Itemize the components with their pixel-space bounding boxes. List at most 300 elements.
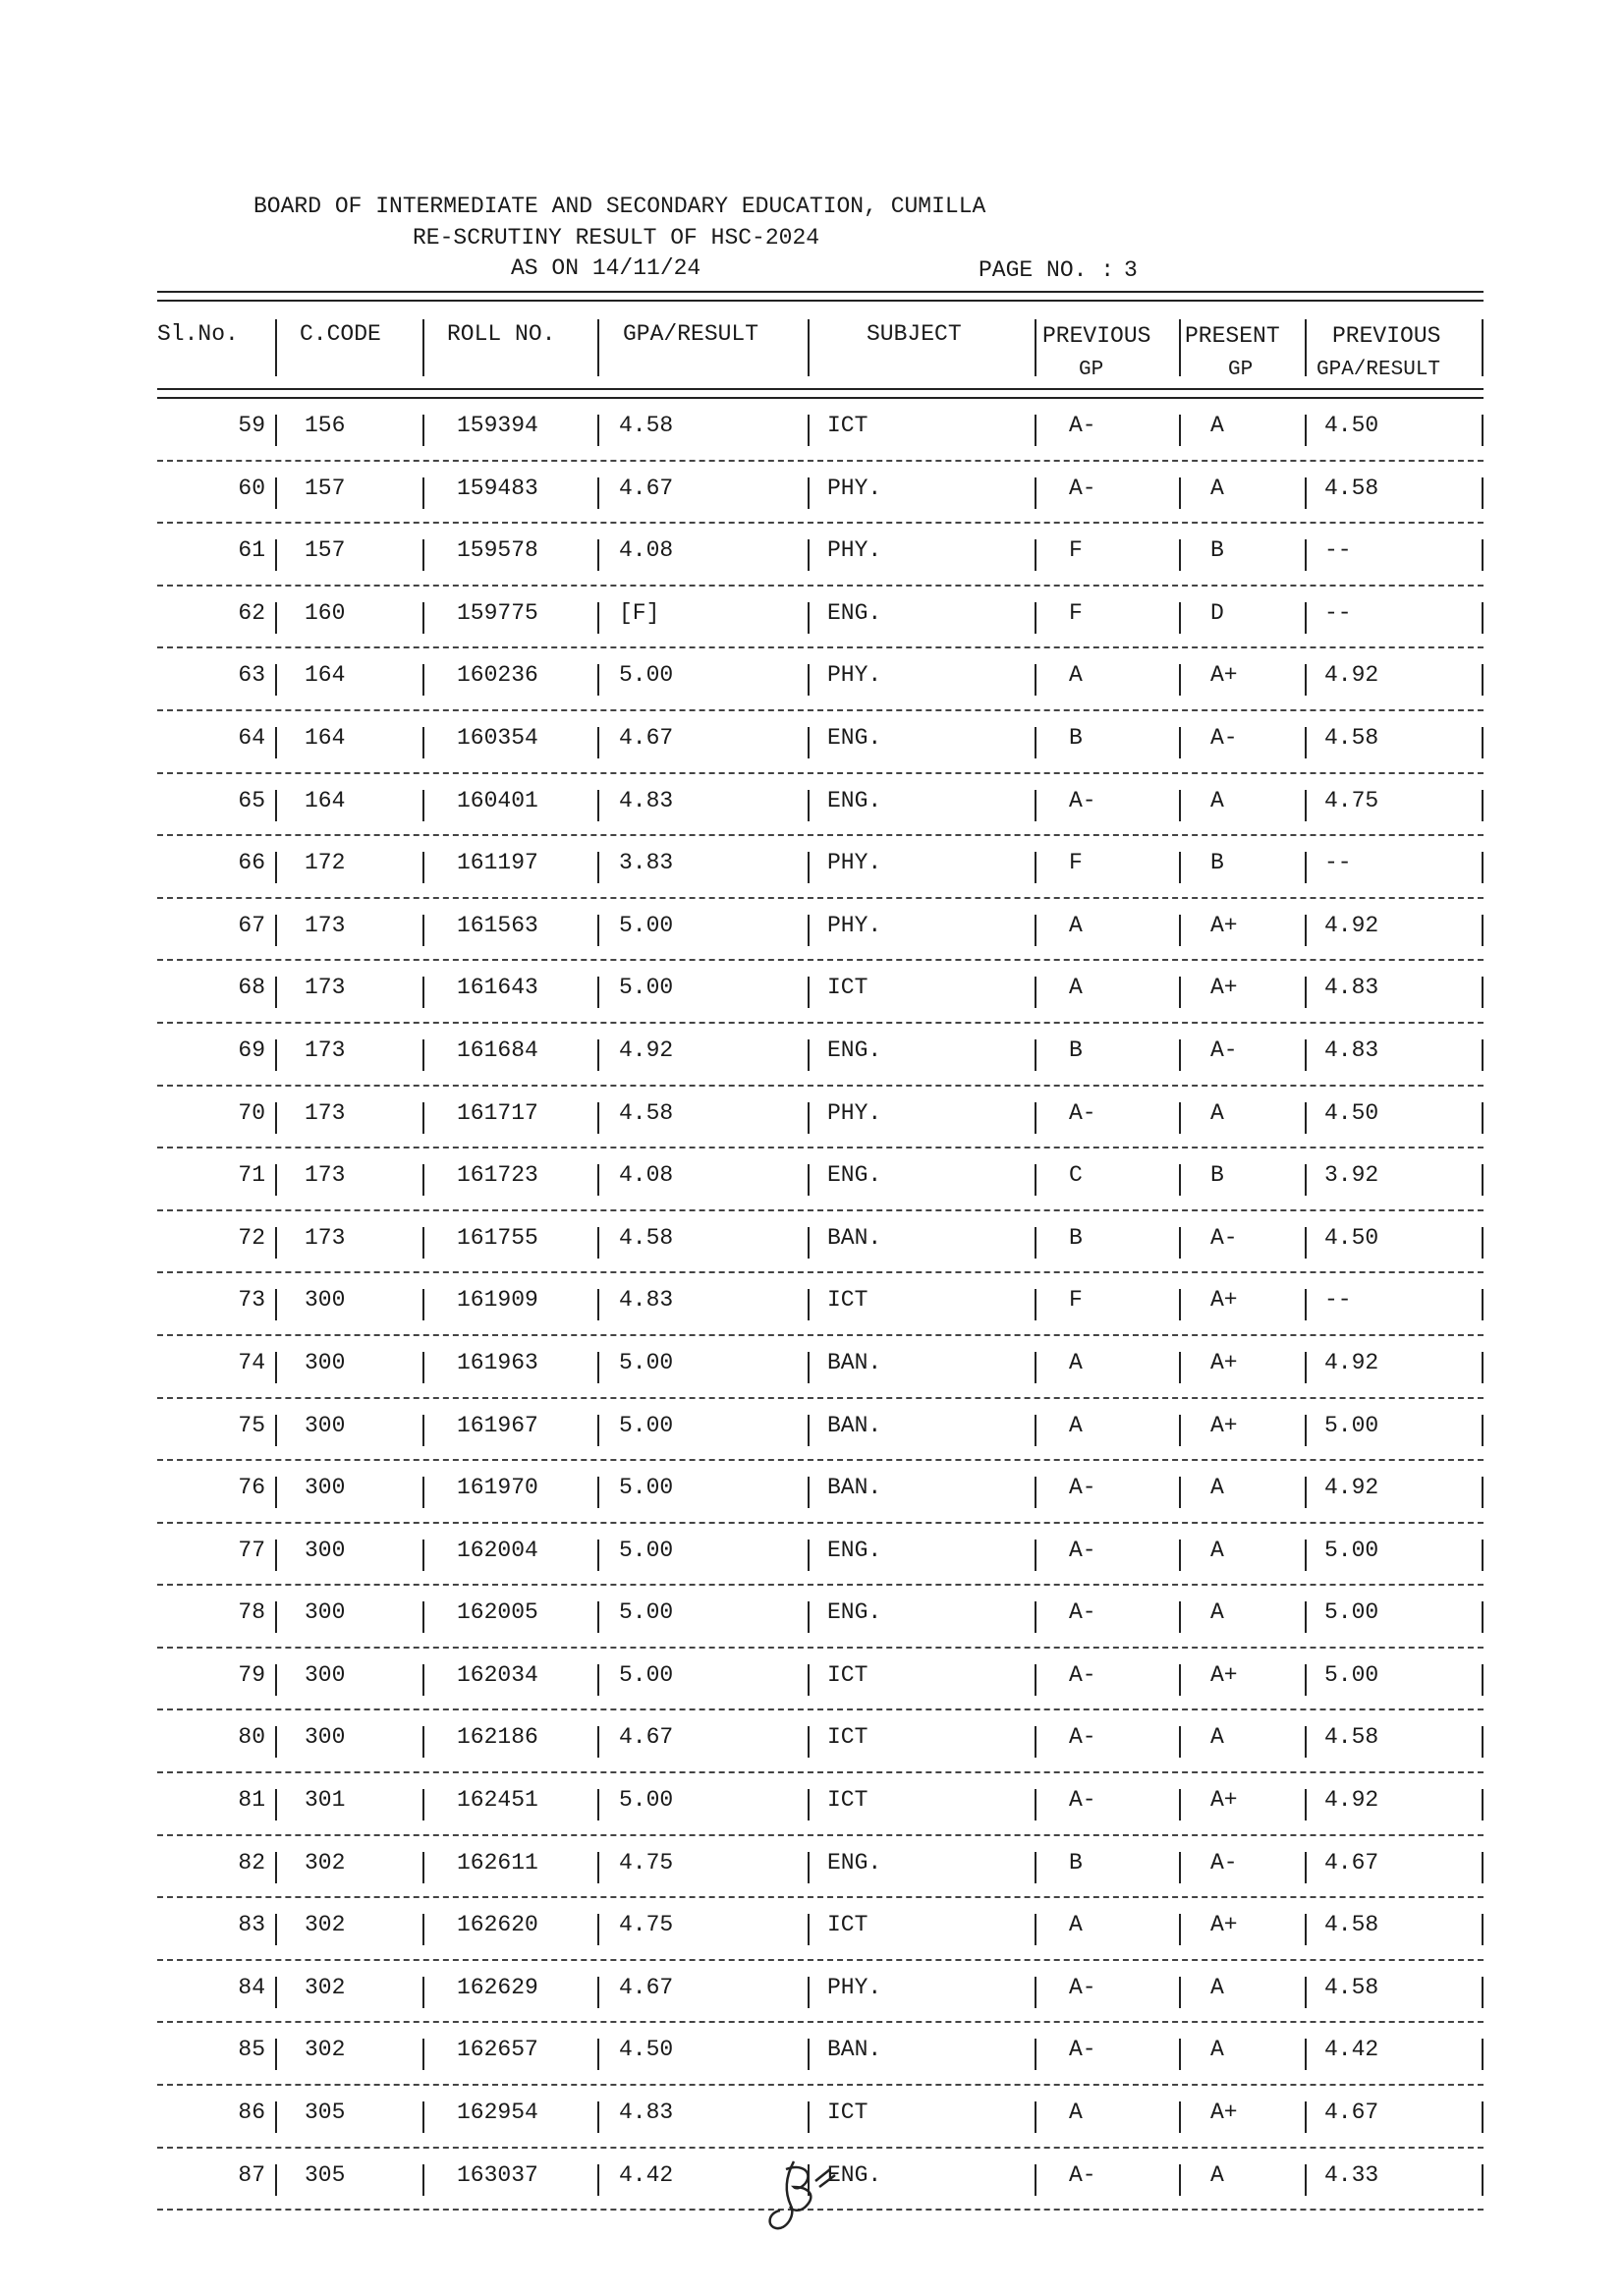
- cell-pres-gp: A+: [1210, 1912, 1238, 1938]
- table-row: [157, 1836, 1484, 1899]
- cell-sl: 76: [238, 1475, 265, 1501]
- column-divider: [1305, 602, 1307, 634]
- cell-prev-gpa: 4.58: [1324, 1724, 1379, 1751]
- cell-sl: 79: [238, 1661, 265, 1688]
- cell-prev-gpa: 3.92: [1324, 1162, 1379, 1189]
- column-divider: [275, 1789, 277, 1820]
- column-divider: [1305, 1540, 1307, 1571]
- cell-sl: 74: [238, 1349, 265, 1375]
- column-divider: [422, 1726, 424, 1758]
- cell-subject: BAN.: [827, 2037, 882, 2063]
- column-divider: [1035, 1601, 1036, 1633]
- cell-ccode: 302: [305, 1974, 346, 2000]
- column-divider: [1035, 2039, 1036, 2070]
- cell-sl: 59: [238, 413, 265, 438]
- column-divider: [597, 1540, 599, 1571]
- column-divider: [422, 1540, 424, 1571]
- cell-pres-gp: A+: [1210, 912, 1238, 938]
- column-divider: [1305, 915, 1307, 946]
- header-pres-gp: PRESENT: [1185, 323, 1280, 349]
- column-divider: [1179, 1726, 1181, 1758]
- cell-sl: 86: [238, 2100, 265, 2126]
- column-divider: [1179, 602, 1181, 634]
- column-divider: [422, 1352, 424, 1383]
- column-divider: [1305, 1227, 1307, 1259]
- cell-pres-gp: A: [1210, 475, 1224, 501]
- cell-prev-gp: B: [1069, 1224, 1083, 1251]
- column-divider: [1035, 1102, 1036, 1134]
- cell-pres-gp: A+: [1210, 975, 1238, 1001]
- cell-roll: 161967: [457, 1412, 538, 1438]
- table-row: [157, 1461, 1484, 1524]
- column-divider: [1179, 915, 1181, 946]
- table-row: [157, 1898, 1484, 1961]
- cell-roll: 161717: [457, 1099, 538, 1126]
- column-divider: [808, 1664, 810, 1696]
- column-divider: [1305, 477, 1307, 509]
- column-divider: [1305, 1477, 1307, 1508]
- cell-prev-gp: A-: [1069, 787, 1096, 813]
- header-prev-gpa: PREVIOUS: [1332, 323, 1441, 349]
- column-divider: [808, 1352, 810, 1383]
- cell-pres-gp: B: [1210, 1162, 1224, 1189]
- column-divider: [808, 1415, 810, 1446]
- column-divider: [1179, 727, 1181, 758]
- cell-subject: ICT: [827, 2100, 868, 2126]
- table-row: [157, 1087, 1484, 1149]
- cell-subject: BAN.: [827, 1412, 882, 1438]
- column-divider: [1035, 1289, 1036, 1320]
- column-divider: [808, 1102, 810, 1134]
- cell-prev-gpa: 4.50: [1324, 1224, 1379, 1251]
- cell-subject: ENG.: [827, 2161, 882, 2188]
- column-divider: [1305, 1789, 1307, 1820]
- column-divider: [275, 727, 277, 758]
- cell-subject: BAN.: [827, 1475, 882, 1501]
- column-divider: [1482, 2039, 1484, 2070]
- cell-subject: PHY.: [827, 1099, 882, 1126]
- column-divider: [1482, 477, 1484, 509]
- column-divider: [808, 915, 810, 946]
- column-divider: [422, 727, 424, 758]
- cell-gpa: 5.00: [619, 975, 674, 1001]
- page-number: 3: [1124, 257, 1138, 283]
- cell-ccode: 156: [305, 413, 346, 438]
- column-divider: [1035, 1477, 1036, 1508]
- cell-subject: PHY.: [827, 537, 882, 564]
- cell-sl: 70: [238, 1099, 265, 1126]
- column-divider: [275, 1227, 277, 1259]
- column-divider: [275, 2101, 277, 2133]
- cell-prev-gp: A-: [1069, 1537, 1096, 1563]
- cell-roll: 162451: [457, 1787, 538, 1814]
- column-divider: [1482, 727, 1484, 758]
- column-divider: [1179, 415, 1181, 446]
- cell-gpa: 4.58: [619, 413, 674, 438]
- cell-gpa: 4.92: [619, 1036, 674, 1063]
- cell-pres-gp: D: [1210, 599, 1224, 626]
- cell-gpa: 4.83: [619, 2100, 674, 2126]
- column-divider: [422, 1852, 424, 1883]
- cell-prev-gp: F: [1069, 599, 1083, 626]
- column-divider: [597, 477, 599, 509]
- cell-subject: ENG.: [827, 787, 882, 813]
- cell-prev-gp: F: [1069, 1287, 1083, 1314]
- cell-prev-gpa: 4.50: [1324, 1099, 1379, 1126]
- cell-pres-gp: A: [1210, 1724, 1224, 1751]
- column-divider: [1305, 415, 1307, 446]
- cell-prev-gpa: 4.58: [1324, 475, 1379, 501]
- column-divider: [422, 2164, 424, 2196]
- cell-prev-gpa: 4.83: [1324, 1036, 1379, 1063]
- cell-prev-gp: A-: [1069, 1724, 1096, 1751]
- column-divider: [1035, 790, 1036, 821]
- column-divider: [808, 1477, 810, 1508]
- cell-gpa: 5.00: [619, 1537, 674, 1563]
- cell-prev-gp: A-: [1069, 475, 1096, 501]
- cell-pres-gp: A-: [1210, 724, 1238, 751]
- column-divider: [275, 1102, 277, 1134]
- cell-ccode: 164: [305, 787, 346, 813]
- column-divider: [1179, 1789, 1181, 1820]
- column-divider: [808, 1852, 810, 1883]
- column-divider: [1179, 1664, 1181, 1696]
- header-subject: SUBJECT: [867, 321, 962, 347]
- column-divider: [275, 915, 277, 946]
- cell-prev-gpa: 4.75: [1324, 787, 1379, 813]
- column-divider: [1305, 1726, 1307, 1758]
- cell-sl: 73: [238, 1287, 265, 1314]
- column-divider: [1179, 1601, 1181, 1633]
- column-divider: [422, 852, 424, 883]
- header-roll: ROLL NO.: [447, 321, 556, 347]
- cell-prev-gpa: 4.92: [1324, 1475, 1379, 1501]
- column-divider: [1305, 1415, 1307, 1446]
- table-row: [157, 524, 1484, 587]
- cell-ccode: 173: [305, 1162, 346, 1189]
- cell-roll: 160354: [457, 724, 538, 751]
- cell-pres-gp: A: [1210, 1475, 1224, 1501]
- column-divider: [1482, 1852, 1484, 1883]
- header-pres-gp-sub: GP: [1228, 359, 1254, 381]
- column-divider: [1179, 1164, 1181, 1196]
- cell-prev-gpa: 4.92: [1324, 912, 1379, 938]
- column-divider: [1179, 1415, 1181, 1446]
- cell-gpa: 4.50: [619, 2037, 674, 2063]
- column-divider: [1482, 2164, 1484, 2196]
- header-prev-gpa-sub: GPA/RESULT: [1316, 359, 1441, 381]
- table-row: [157, 961, 1484, 1024]
- column-divider: [422, 1227, 424, 1259]
- column-divider: [275, 1477, 277, 1508]
- cell-gpa: 5.00: [619, 1349, 674, 1375]
- column-divider: [1482, 1914, 1484, 1945]
- cell-subject: ICT: [827, 1912, 868, 1938]
- cell-prev-gpa: --: [1324, 1287, 1352, 1314]
- column-divider: [1305, 1601, 1307, 1633]
- cell-prev-gpa: 5.00: [1324, 1661, 1379, 1688]
- cell-roll: 161684: [457, 1036, 538, 1063]
- table-row: [157, 1399, 1484, 1462]
- column-divider: [275, 1289, 277, 1320]
- cell-ccode: 300: [305, 1475, 346, 1501]
- column-divider: [1179, 977, 1181, 1008]
- cell-prev-gpa: 4.58: [1324, 1912, 1379, 1938]
- cell-sl: 65: [238, 787, 265, 813]
- cell-subject: ENG.: [827, 1537, 882, 1563]
- cell-prev-gpa: 4.83: [1324, 975, 1379, 1001]
- cell-pres-gp: A-: [1210, 1849, 1238, 1876]
- cell-ccode: 300: [305, 1724, 346, 1751]
- column-divider: [597, 1102, 599, 1134]
- cell-sl: 83: [238, 1912, 265, 1938]
- column-divider: [1482, 1726, 1484, 1758]
- cell-ccode: 173: [305, 1099, 346, 1126]
- cell-roll: 161643: [457, 975, 538, 1001]
- cell-subject: ICT: [827, 975, 868, 1001]
- column-divider: [275, 977, 277, 1008]
- column-divider: [422, 1664, 424, 1696]
- cell-sl: 81: [238, 1787, 265, 1814]
- cell-pres-gp: A: [1210, 2161, 1224, 2188]
- table-row: [157, 1148, 1484, 1211]
- cell-prev-gp: A-: [1069, 1787, 1096, 1814]
- column-divider: [808, 477, 810, 509]
- column-divider: [422, 539, 424, 571]
- column-divider: [808, 1540, 810, 1571]
- cell-sl: 64: [238, 724, 265, 751]
- cell-sl: 68: [238, 975, 265, 1001]
- column-divider: [597, 1039, 599, 1071]
- cell-prev-gpa: 4.67: [1324, 2100, 1379, 2126]
- cell-pres-gp: A-: [1210, 1224, 1238, 1251]
- column-divider: [1179, 1102, 1181, 1134]
- column-divider: [422, 415, 424, 446]
- column-divider: [1179, 2101, 1181, 2133]
- column-divider: [1305, 2101, 1307, 2133]
- column-divider: [1305, 1914, 1307, 1945]
- column-divider: [1035, 1415, 1036, 1446]
- cell-prev-gpa: 4.92: [1324, 1787, 1379, 1814]
- cell-prev-gp: A: [1069, 662, 1083, 689]
- column-divider: [422, 602, 424, 634]
- cell-roll: 160236: [457, 662, 538, 689]
- cell-roll: 159578: [457, 537, 538, 564]
- cell-roll: 162629: [457, 1974, 538, 2000]
- column-divider: [275, 2164, 277, 2196]
- table-row: [157, 1961, 1484, 2024]
- cell-prev-gp: C: [1069, 1162, 1083, 1189]
- column-divider: [597, 2164, 599, 2196]
- table-row: [157, 1649, 1484, 1711]
- column-divider: [1305, 2164, 1307, 2196]
- column-divider: [1305, 664, 1307, 696]
- cell-ccode: 157: [305, 537, 346, 564]
- column-divider: [1035, 1039, 1036, 1071]
- table-row: [157, 648, 1484, 711]
- column-divider: [422, 1914, 424, 1945]
- column-divider: [1035, 1227, 1036, 1259]
- cell-ccode: 173: [305, 912, 346, 938]
- cell-subject: BAN.: [827, 1224, 882, 1251]
- cell-prev-gp: A-: [1069, 413, 1096, 438]
- cell-gpa: 5.00: [619, 1475, 674, 1501]
- column-divider: [1035, 1789, 1036, 1820]
- cell-subject: ICT: [827, 1787, 868, 1814]
- table-row: [157, 2023, 1484, 2086]
- column-divider: [1482, 415, 1484, 446]
- cell-gpa: 4.08: [619, 1162, 674, 1189]
- table-row: [157, 1773, 1484, 1836]
- cell-gpa: 4.08: [619, 537, 674, 564]
- column-divider: [1482, 602, 1484, 634]
- column-divider: [275, 1977, 277, 2008]
- column-divider: [1035, 1977, 1036, 2008]
- cell-sl: 60: [238, 475, 265, 501]
- column-divider: [597, 1664, 599, 1696]
- column-divider: [1035, 2101, 1036, 2133]
- results-table: [157, 291, 1484, 2211]
- column-divider: [1482, 1477, 1484, 1508]
- column-divider: [597, 415, 599, 446]
- column-divider: [1482, 1164, 1484, 1196]
- column-divider: [275, 1415, 277, 1446]
- cell-gpa: 4.83: [619, 1287, 674, 1314]
- column-divider: [1305, 852, 1307, 883]
- column-divider: [808, 664, 810, 696]
- column-divider: [1035, 852, 1036, 883]
- cell-sl: 72: [238, 1224, 265, 1251]
- page-number-label: [979, 257, 1138, 283]
- column-divider: [1179, 1914, 1181, 1945]
- cell-sl: 84: [238, 1974, 265, 2000]
- cell-roll: 162186: [457, 1724, 538, 1751]
- column-divider: [1179, 1477, 1181, 1508]
- cell-prev-gpa: 4.58: [1324, 1974, 1379, 2000]
- column-divider: [808, 1164, 810, 1196]
- column-divider: [1179, 1852, 1181, 1883]
- table-body: [157, 399, 1484, 2211]
- cell-prev-gpa: 4.42: [1324, 2037, 1379, 2063]
- cell-roll: 162005: [457, 1599, 538, 1626]
- cell-roll: 160401: [457, 787, 538, 813]
- table-row: [157, 1710, 1484, 1773]
- column-divider: [1305, 1102, 1307, 1134]
- cell-roll: 162954: [457, 2100, 538, 2126]
- column-divider: [1305, 1852, 1307, 1883]
- as-on-date: AS ON 14/11/24: [511, 255, 701, 281]
- column-divider: [422, 2101, 424, 2133]
- column-divider: [275, 539, 277, 571]
- cell-pres-gp: A-: [1210, 1036, 1238, 1063]
- column-divider: [275, 1726, 277, 1758]
- table-row: [157, 711, 1484, 774]
- column-divider: [1482, 1039, 1484, 1071]
- cell-pres-gp: A: [1210, 1599, 1224, 1626]
- column-divider: [275, 1352, 277, 1383]
- cell-pres-gp: A: [1210, 2037, 1224, 2063]
- column-divider: [422, 477, 424, 509]
- column-divider: [1179, 1227, 1181, 1259]
- column-divider: [1035, 477, 1036, 509]
- column-divider: [1035, 727, 1036, 758]
- column-divider: [275, 1852, 277, 1883]
- cell-roll: 159483: [457, 475, 538, 501]
- cell-sl: 67: [238, 912, 265, 938]
- column-divider: [1035, 1852, 1036, 1883]
- column-divider: [1305, 1664, 1307, 1696]
- column-divider: [597, 1352, 599, 1383]
- column-divider: [597, 1852, 599, 1883]
- cell-subject: PHY.: [827, 850, 882, 876]
- cell-gpa: [F]: [619, 599, 660, 626]
- cell-prev-gp: A: [1069, 975, 1083, 1001]
- header-gpa: GPA/RESULT: [623, 321, 759, 347]
- column-divider: [597, 664, 599, 696]
- table-row: [157, 1273, 1484, 1336]
- cell-prev-gp: F: [1069, 850, 1083, 876]
- cell-gpa: 4.58: [619, 1099, 674, 1126]
- column-divider: [808, 1914, 810, 1945]
- column-divider: [1482, 915, 1484, 946]
- column-divider: [1179, 1977, 1181, 2008]
- cell-roll: 159775: [457, 599, 538, 626]
- cell-prev-gpa: 4.50: [1324, 413, 1379, 438]
- column-divider: [422, 2039, 424, 2070]
- column-divider: [1305, 977, 1307, 1008]
- cell-roll: 161755: [457, 1224, 538, 1251]
- cell-sl: 78: [238, 1599, 265, 1626]
- header-prev-gp: PREVIOUS: [1042, 323, 1151, 349]
- column-divider: [1482, 1352, 1484, 1383]
- cell-gpa: 5.00: [619, 662, 674, 689]
- cell-roll: 162620: [457, 1912, 538, 1938]
- table-row: [157, 2086, 1484, 2149]
- column-divider: [1179, 477, 1181, 509]
- column-divider: [1482, 1289, 1484, 1320]
- table-row: [157, 1211, 1484, 1274]
- column-divider: [1179, 1540, 1181, 1571]
- cell-ccode: 157: [305, 475, 346, 501]
- column-divider: [1305, 727, 1307, 758]
- cell-prev-gp: A: [1069, 1349, 1083, 1375]
- cell-ccode: 173: [305, 1224, 346, 1251]
- column-divider: [597, 1415, 599, 1446]
- cell-prev-gp: F: [1069, 537, 1083, 564]
- column-divider: [422, 1415, 424, 1446]
- column-divider: [1179, 1039, 1181, 1071]
- cell-prev-gp: A-: [1069, 1099, 1096, 1126]
- cell-pres-gp: A+: [1210, 1412, 1238, 1438]
- column-divider: [597, 1726, 599, 1758]
- header-sl: Sl.No.: [157, 321, 239, 347]
- cell-prev-gpa: --: [1324, 599, 1352, 626]
- column-divider: [808, 1227, 810, 1259]
- column-divider: [1482, 1102, 1484, 1134]
- column-divider: [422, 1977, 424, 2008]
- column-divider: [1035, 2164, 1036, 2196]
- column-divider: [808, 1789, 810, 1820]
- cell-subject: ENG.: [827, 1162, 882, 1189]
- column-divider: [1035, 1726, 1036, 1758]
- column-divider: [1482, 1227, 1484, 1259]
- column-divider: [1482, 2101, 1484, 2133]
- column-divider: [1035, 1664, 1036, 1696]
- cell-ccode: 305: [305, 2161, 346, 2188]
- column-divider: [422, 1601, 424, 1633]
- column-divider: [808, 852, 810, 883]
- column-divider: [1482, 790, 1484, 821]
